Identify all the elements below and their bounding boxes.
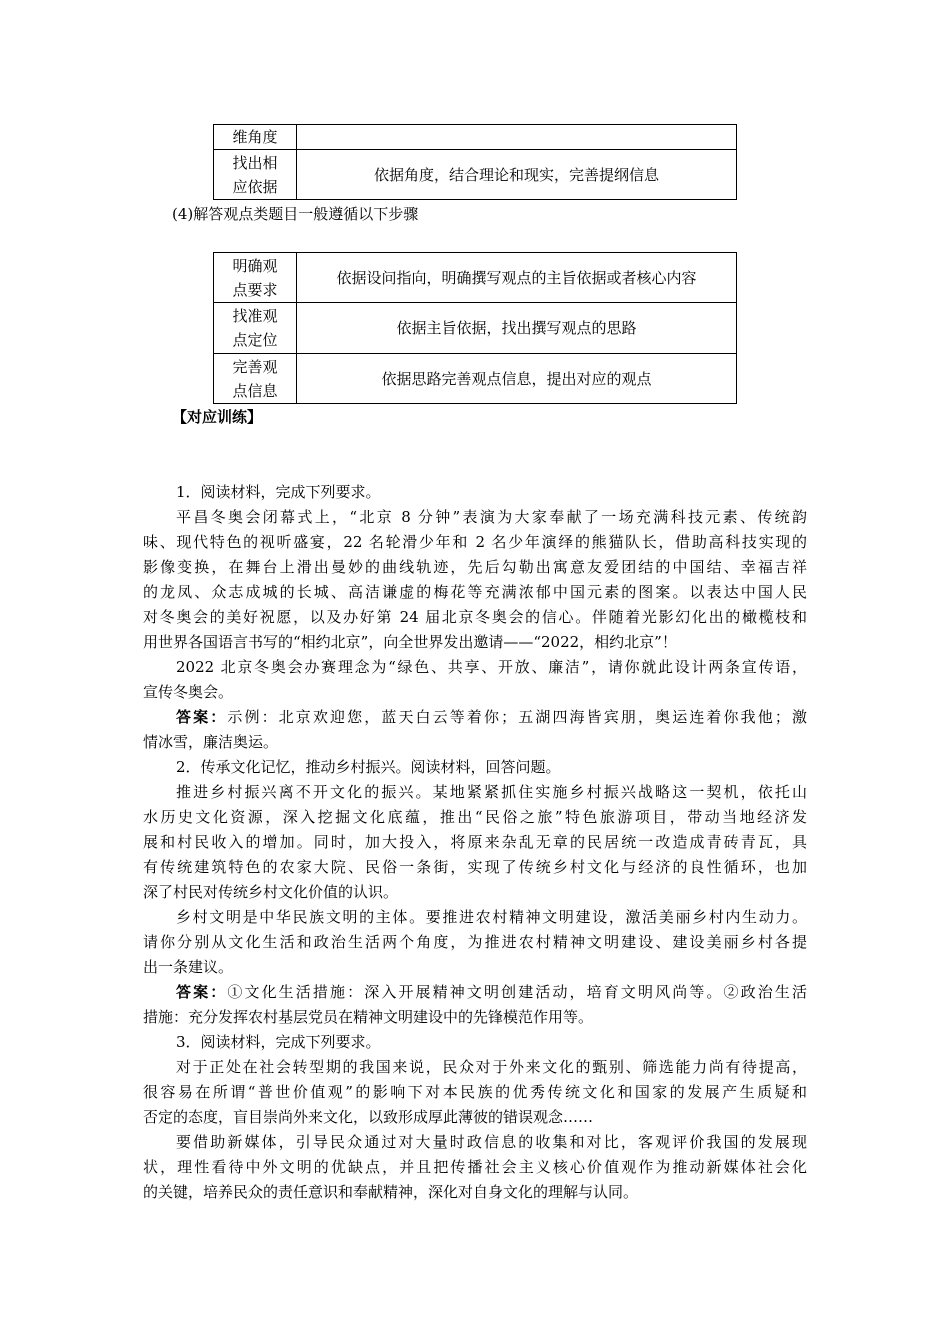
q1-paragraph-line: 的龙凤、众志成城的长城、高洁谦虚的梅花等充满浓郁中国元素的图案。以表达中国人民: [143, 583, 807, 601]
answer-label: 答案：: [176, 708, 228, 726]
table-row: [214, 253, 737, 303]
q3-paragraph-line: 很容易在所谓“普世价值观”的影响下对本民族的优秀传统文化和国家的发展产生质疑和: [143, 1083, 807, 1101]
table-key-cell: 完善观 点信息: [214, 354, 297, 404]
q1-paragraph-line: 对冬奥会的美好祝愿，以及办好第 24 届北京冬奥会的信心。伴随着光影幻化出的橄榄枝和: [143, 608, 807, 626]
q1-prompt-line: 2022 北京冬奥会办赛理念为“绿色、共享、开放、廉洁”，请你就此设计两条宣传语，: [176, 658, 807, 676]
table-value-cell: 依据思路完善观点信息，提出对应的观点: [297, 354, 737, 404]
steps-heading: (4)解答观点类题目一般遵循以下步骤: [172, 205, 419, 223]
q2-paragraph-line: 展和村民收入的增加。同时，加大投入，将原来杂乱无章的民居统一改造成青砖青瓦，具: [143, 833, 807, 851]
steps-table-continued: [213, 124, 737, 200]
table-row: [214, 354, 737, 404]
table-value-cell: 依据角度，结合理论和现实，完善提纲信息: [297, 150, 737, 200]
viewpoint-steps-table: [213, 252, 737, 404]
table-key-cell: 找出相 应依据: [214, 150, 297, 200]
q2-answer-line: 措施：充分发挥农村基层党员在精神文明建设中的先锋模范作用等。: [143, 1008, 594, 1026]
table-row: [214, 303, 737, 354]
q1-prompt-line: 宣传冬奥会。: [143, 683, 234, 701]
q3-paragraph-line: 要借助新媒体，引导民众通过对大量时政信息的收集和对比，客观评价我国的发展现: [176, 1133, 807, 1151]
section-title: 【对应训练】: [172, 408, 263, 426]
q3-paragraph-line: 的关键，培养民众的责任意识和奉献精神，深化对自身文化的理解与认同。: [143, 1183, 639, 1201]
table-key-cell: 明确观 点要求: [214, 253, 297, 303]
q3-paragraph-line: 对于正处在社会转型期的我国来说，民众对于外来文化的甄别、筛选能力尚有待提高，: [176, 1058, 807, 1076]
q1-answer-line: 答案：示例：北京欢迎您，蓝天白云等着你；五湖四海皆宾朋，奥运连着你我他；激: [176, 708, 807, 726]
q1-paragraph-line: 味、现代特色的视听盛宴，22 名轮滑少年和 2 名少年演绎的熊猫队长，借助高科技实现的: [143, 533, 807, 551]
table-row: [214, 150, 737, 200]
q1-paragraph-line: 影像变换，在舞台上滑出曼妙的曲线轨迹，先后勾勒出寓意友爱团结的中国结、幸福吉祥: [143, 558, 807, 576]
table-key-cell: 找准观 点定位: [214, 303, 297, 354]
table-value-cell: [297, 125, 737, 150]
table-value-cell: 依据设问指向，明确撰写观点的主旨依据或者核心内容: [297, 253, 737, 303]
question-1-title: 1．阅读材料，完成下列要求。: [176, 483, 381, 501]
q2-prompt-line: 请你分别从文化生活和政治生活两个角度，为推进农村精神文明建设、建设美丽乡村各提: [143, 933, 807, 951]
question-2-title: 2．传承文化记忆，推动乡村振兴。阅读材料，回答问题。: [176, 758, 561, 776]
q2-paragraph-line: 深了村民对传统乡村文化价值的认识。: [143, 883, 399, 901]
q3-paragraph-line: 状，理性看待中外文明的优缺点，并且把传播社会主义核心价值观作为推动新媒体社会化: [143, 1158, 807, 1176]
q1-paragraph-line: 平昌冬奥会闭幕式上，“北京 8 分钟”表演为大家奉献了一场充满科技元素、传统韵: [176, 508, 807, 526]
q2-prompt-line: 乡村文明是中华民族文明的主体。要推进农村精神文明建设，激活美丽乡村内生动力。: [176, 908, 807, 926]
q2-paragraph-line: 推进乡村振兴离不开文化的振兴。某地紧紧抓住实施乡村振兴战略这一契机，依托山: [176, 783, 807, 801]
answer-label: 答案：: [176, 983, 228, 1001]
q2-paragraph-line: 水历史文化资源，深入挖掘文化底蕴，推出“民俗之旅”特色旅游项目，带动当地经济发: [143, 808, 807, 826]
q2-prompt-line: 出一条建议。: [143, 958, 234, 976]
q1-answer-line: 情冰雪，廉洁奥运。: [143, 733, 279, 751]
table-key-cell: 维角度: [214, 125, 297, 150]
table-row: [214, 125, 737, 150]
q3-paragraph-line: 否定的态度，盲目崇尚外来文化，以致形成厚此薄彼的错误观念……: [143, 1108, 594, 1126]
table-value-cell: 依据主旨依据，找出撰写观点的思路: [297, 303, 737, 354]
q1-paragraph-line: 用世界各国语言书写的“相约北京”，向全世界发出邀请——“2022，相约北京”！: [143, 633, 677, 651]
question-3-title: 3．阅读材料，完成下列要求。: [176, 1033, 381, 1051]
q2-answer-line: 答案：①文化生活措施：深入开展精神文明创建活动，培育文明风尚等。②政治生活: [176, 983, 807, 1001]
q2-paragraph-line: 有传统建筑特色的农家大院、民俗一条街，实现了传统乡村文化与经济的良性循环，也加: [143, 858, 807, 876]
